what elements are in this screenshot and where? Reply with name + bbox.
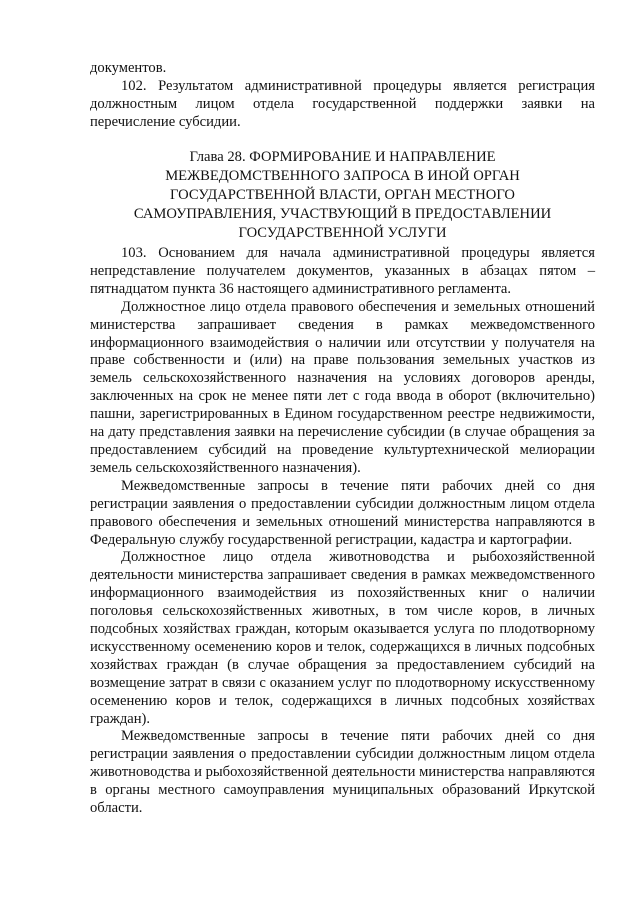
paragraph-103: 103. Основанием для начала административной процедуры является непредставление получателем документов, указанных в абзацах пятом – пятнадцатом пункта 36 настоящего административного регламента. <box>90 245 595 297</box>
paragraph-land-request-recipient: Межведомственные запросы в течение пяти рабочих дней со дня регистрации заявления о предоставлении субсидии должностным лицом отдела правового обеспечения и земельных отношений министерства направляются в Федеральную службу государственной регистрации, кадастра и картографии. <box>90 477 595 548</box>
continued-text: документов. <box>90 60 167 76</box>
chapter-heading-line-5: ГОСУДАРСТВЕННОЙ УСЛУГИ <box>238 225 447 241</box>
chapter-heading-line-2: МЕЖВЕДОМСТВЕННОГО ЗАПРОСА В ИНОЙ ОРГАН <box>165 168 520 184</box>
chapter-heading <box>90 148 595 243</box>
chapter-heading-line-4: САМОУПРАВЛЕНИЯ, УЧАСТВУЮЩИЙ В ПРЕДОСТАВЛЕНИИ <box>133 206 552 222</box>
top-text-block <box>90 60 595 132</box>
chapter-heading-line-3: ГОСУДАРСТВЕННОЙ ВЛАСТИ, ОРГАН МЕСТНОГО <box>170 187 515 203</box>
body-text-block <box>90 245 595 818</box>
paragraph-livestock-request-recipient: Межведомственные запросы в течение пяти рабочих дней со дня регистрации заявления о предоставлении субсидии должностным лицом отдела животноводства и рыбохозяйственной деятельности министерства направляются в органы местного самоуправления муниципальных образований Иркутской области. <box>90 728 595 817</box>
paragraph-102: 102. Результатом административной процедуры является регистрация должностным лицом отдела государственной поддержки заявки на перечисление субсидии. <box>90 77 595 130</box>
chapter-heading-line-1: Глава 28. ФОРМИРОВАНИЕ И НАПРАВЛЕНИЕ <box>189 149 496 165</box>
paragraph-livestock-request: Должностное лицо отдела животноводства и рыбохозяйственной деятельности министерства запрашивает сведения в рамках межведомственного информационного взаимодействия из похозяйственных книг о наличии поголовья сельскохозяйственных животных, в том числе коров, в личных подсобных хозяйствах граждан, которым оказывается услуга по плодотворному искусственному осеменению коров и телок, содержащихся в личных подсобных хозяйствах граждан (в случае обращения за предоставлением субсидий на возмещение затрат в связи с оказанием услуг по плодотворному искусственному осеменению коров и телок, содержащихся в личных подсобных хозяйствах граждан). <box>90 549 595 727</box>
paragraph-land-request: Должностное лицо отдела правового обеспечения и земельных отношений министерства запрашивает сведения в рамках межведомственного информационного взаимодействия о наличии или отсутствии у получателя на праве собственности и (или) на праве пользования земельных участков из земель сельскохозяйственного назначения на условиях договоров аренды, заключенных на срок не менее пяти лет с года ввода в оборот (включительно) пашни, зарегистрированных в Едином государственном реестре недвижимости, на дату представления заявки на перечисление субсидии (в случае обращения за предоставлением субсидий на проведение культуртехнической мелиорации земель сельскохозяйственного назначения). <box>90 298 595 476</box>
